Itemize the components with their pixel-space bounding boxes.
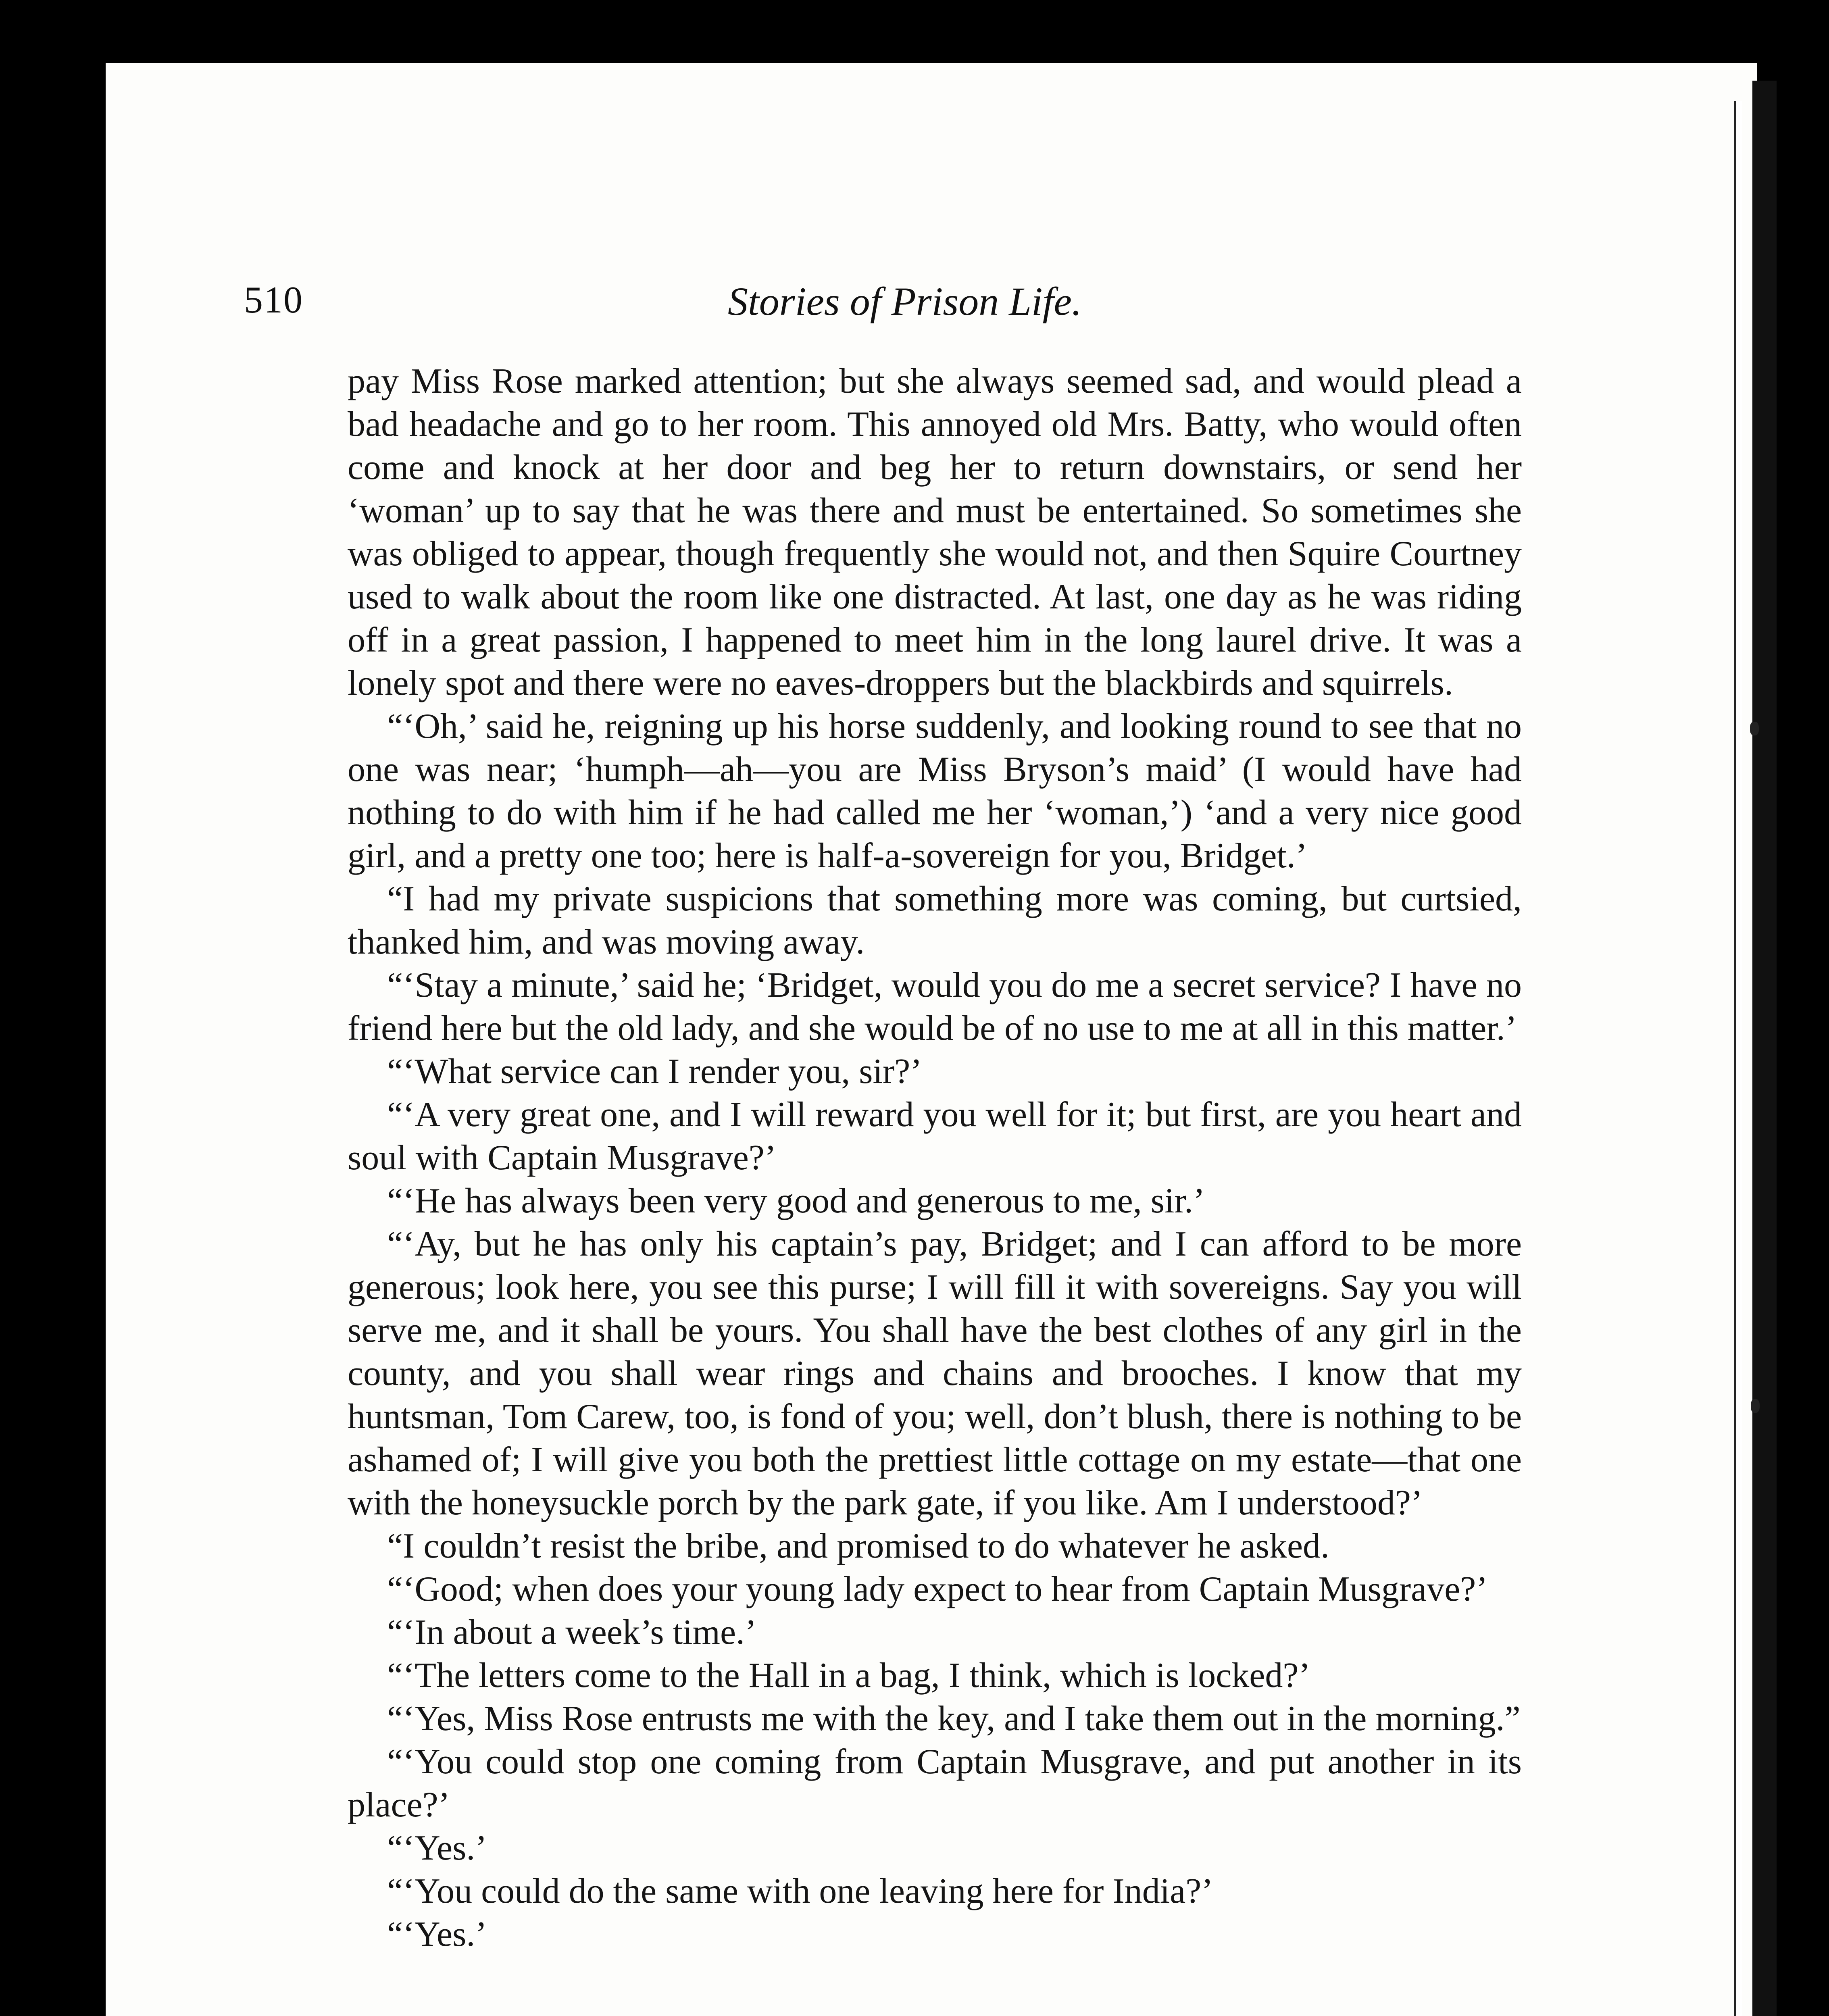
page-number: 510 (244, 279, 303, 321)
paragraph: “‘You could stop one coming from Captain Musgrave, and put another in its place?’ (348, 1742, 1522, 1824)
page-header (244, 278, 1526, 335)
page-edge (1734, 101, 1742, 2016)
paragraph: “‘Yes.’ (387, 1829, 487, 1868)
paragraph: “‘Stay a minute,’ said he; ‘Bridget, would you do me a secret service? I have no friend here but the old lady, and she would be of no use to me at all in this matter.’ (348, 966, 1522, 1048)
scan-speck (1750, 722, 1759, 735)
paragraph: “‘Yes.’ (387, 1915, 487, 1954)
paragraph: “‘Yes, Miss Rose entrusts me with the key, and I take them out in the morning.” (387, 1699, 1521, 1738)
paragraph: “‘In about a week’s time.’ (387, 1613, 757, 1652)
paragraph: “‘Oh,’ said he, reigning up his horse suddenly, and looking round to see that no one was near; ‘humph—ah—you are Miss Bryson’s maid’ (I would have had nothing to do with him if he had called me her ‘woman,’) ‘and a very nice good girl, and a pretty one too; here is half-a-sovereign for you, Bridget.’ (348, 707, 1522, 875)
paragraph: “‘You could do the same with one leaving here for India?’ (387, 1872, 1213, 1911)
paragraph: pay Miss Rose marked attention; but she always seemed sad, and would plead a bad headache and go to her room. This annoyed old Mrs. Batty, who would often come and knock at her door and beg her to return downstairs, or send her ‘woman’ up to say that he was there and must be entertained. So sometimes she was obliged to appear, though frequently she would not, and then Squire Courtney used to walk about the room like one distracted. At last, one day as he was riding off in a great passion, I happened to meet him in the long laurel drive. It was a lonely spot and there were no eaves-droppers but the blackbirds and squirrels. (348, 362, 1522, 703)
body-text (348, 360, 1522, 1956)
running-title: Stories of Prison Life. (728, 279, 1082, 324)
paragraph: “‘A very great one, and I will reward you well for it; but first, are you heart and soul with Captain Musgrave?’ (348, 1095, 1522, 1177)
paragraph: “‘Good; when does your young lady expect to hear from Captain Musgrave?’ (387, 1570, 1488, 1609)
paragraph: “I had my private suspicions that something more was coming, but curtsied, thanked him, and was moving away. (348, 879, 1522, 962)
paragraph: “I couldn’t resist the bribe, and promised to do whatever he asked. (387, 1527, 1330, 1566)
paragraph: “‘Ay, but he has only his captain’s pay, Bridget; and I can afford to be more generous; look here, you see this purse; I will fill it with sovereigns. Say you will serve me, and it shall be yours. You shall have the best clothes of any girl in the county, and you shall wear rings and chains and brooches. I know that my huntsman, Tom Carew, too, is fond of you; well, don’t blush, there is nothing to be ashamed of; I will give you both the prettiest little cottage on my estate—that one with the honeysuckle porch by the park gate, if you like. Am I understood?’ (348, 1225, 1522, 1522)
scan-border-right (1752, 81, 1777, 2016)
paragraph: “‘What service can I render you, sir?’ (387, 1052, 922, 1091)
paragraph: “‘The letters come to the Hall in a bag, I think, which is locked?’ (387, 1656, 1310, 1695)
paragraph: “‘He has always been very good and generous to me, sir.’ (387, 1181, 1205, 1220)
scan-speck (1751, 1399, 1760, 1413)
